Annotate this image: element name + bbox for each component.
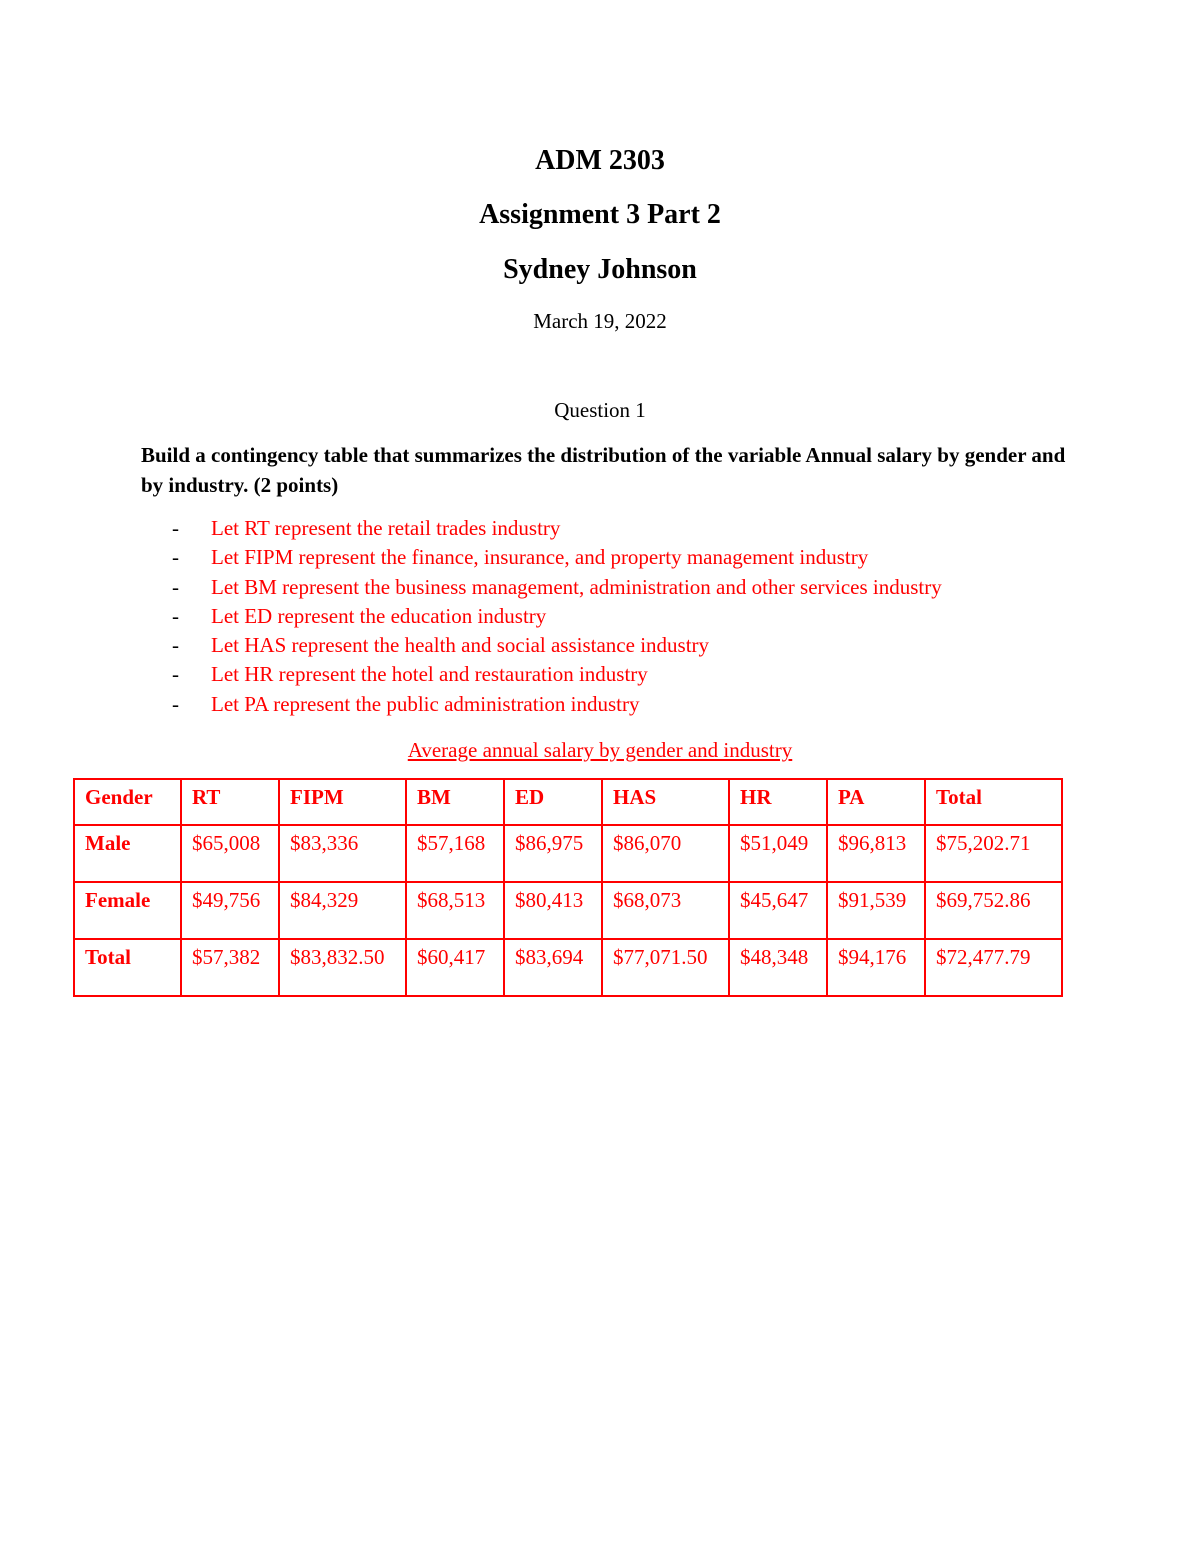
definition-item bbox=[172, 514, 942, 543]
definition-text: Let HAS represent the health and social assistance industry bbox=[211, 633, 710, 658]
salary-contingency-table bbox=[73, 778, 1063, 997]
definition-item bbox=[172, 602, 942, 631]
author-name: Sydney Johnson bbox=[503, 254, 697, 285]
row-label: Total bbox=[74, 939, 181, 996]
row-label: Male bbox=[74, 825, 181, 882]
table-cell: $83,832.50 bbox=[279, 939, 406, 996]
bullet-dash: - bbox=[172, 603, 179, 628]
table-cell: $86,975 bbox=[504, 825, 602, 882]
definition-item bbox=[172, 543, 942, 572]
column-header-fipm: FIPM bbox=[279, 779, 406, 825]
table-cell: $94,176 bbox=[827, 939, 925, 996]
column-header-gender: Gender bbox=[74, 779, 181, 825]
table-cell: $51,049 bbox=[729, 825, 827, 882]
table-cell: $84,329 bbox=[279, 882, 406, 939]
table-cell: $57,168 bbox=[406, 825, 504, 882]
table-cell: $65,008 bbox=[181, 825, 279, 882]
column-header-pa: PA bbox=[827, 779, 925, 825]
table-cell: $83,694 bbox=[504, 939, 602, 996]
definition-text: Let FIPM represent the finance, insurance, and property management industry bbox=[211, 545, 869, 570]
column-header-total: Total bbox=[925, 779, 1062, 825]
table-cell: $68,513 bbox=[406, 882, 504, 939]
table-cell: $49,756 bbox=[181, 882, 279, 939]
definition-text: Let BM represent the business management, administration and other services industry bbox=[211, 574, 942, 599]
table-cell: $60,417 bbox=[406, 939, 504, 996]
bullet-dash: - bbox=[172, 574, 179, 599]
column-header-bm: BM bbox=[406, 779, 504, 825]
question-heading: Question 1 bbox=[554, 398, 646, 422]
course-title: ADM 2303 bbox=[535, 145, 665, 176]
definition-text: Let HR represent the hotel and restauration industry bbox=[211, 662, 648, 687]
table-cell: $45,647 bbox=[729, 882, 827, 939]
bullet-dash: - bbox=[172, 691, 179, 716]
bullet-dash: - bbox=[172, 545, 179, 570]
table-cell: $86,070 bbox=[602, 825, 729, 882]
column-header-hr: HR bbox=[729, 779, 827, 825]
definition-text: Let RT represent the retail trades industry bbox=[211, 516, 561, 540]
row-label: Female bbox=[74, 882, 181, 939]
table-cell: $68,073 bbox=[602, 882, 729, 939]
column-header-has: HAS bbox=[602, 779, 729, 825]
definition-item bbox=[172, 631, 942, 660]
table-cell: $69,752.86 bbox=[925, 882, 1062, 939]
definition-item bbox=[172, 573, 942, 602]
table-row-total bbox=[74, 939, 1062, 996]
table-cell: $96,813 bbox=[827, 825, 925, 882]
bullet-dash: - bbox=[172, 516, 179, 540]
assignment-title: Assignment 3 Part 2 bbox=[479, 199, 721, 230]
definition-text: Let ED represent the education industry bbox=[211, 603, 547, 628]
column-header-ed: ED bbox=[504, 779, 602, 825]
document-date: March 19, 2022 bbox=[533, 309, 667, 333]
column-header-rt: RT bbox=[181, 779, 279, 825]
table-cell: $72,477.79 bbox=[925, 939, 1062, 996]
table-row-female bbox=[74, 882, 1062, 939]
table-caption: Average annual salary by gender and industry bbox=[407, 738, 793, 762]
question-instruction: Build a contingency table that summarizes the distribution of the variable Annual salary by gender and by industry. (2 points) bbox=[141, 443, 1066, 497]
table-cell: $77,071.50 bbox=[602, 939, 729, 996]
industry-definitions-list bbox=[172, 514, 942, 719]
table-cell: $83,336 bbox=[279, 825, 406, 882]
bullet-dash: - bbox=[172, 633, 179, 658]
table-cell: $91,539 bbox=[827, 882, 925, 939]
definition-item bbox=[172, 660, 942, 689]
table-cell: $48,348 bbox=[729, 939, 827, 996]
definition-item bbox=[172, 690, 942, 719]
bullet-dash: - bbox=[172, 662, 179, 687]
table-cell: $57,382 bbox=[181, 939, 279, 996]
table-cell: $80,413 bbox=[504, 882, 602, 939]
table-header-row bbox=[74, 779, 1062, 825]
table-row-male bbox=[74, 825, 1062, 882]
definition-text: Let PA represent the public administration industry bbox=[211, 691, 640, 716]
table-cell: $75,202.71 bbox=[925, 825, 1062, 882]
